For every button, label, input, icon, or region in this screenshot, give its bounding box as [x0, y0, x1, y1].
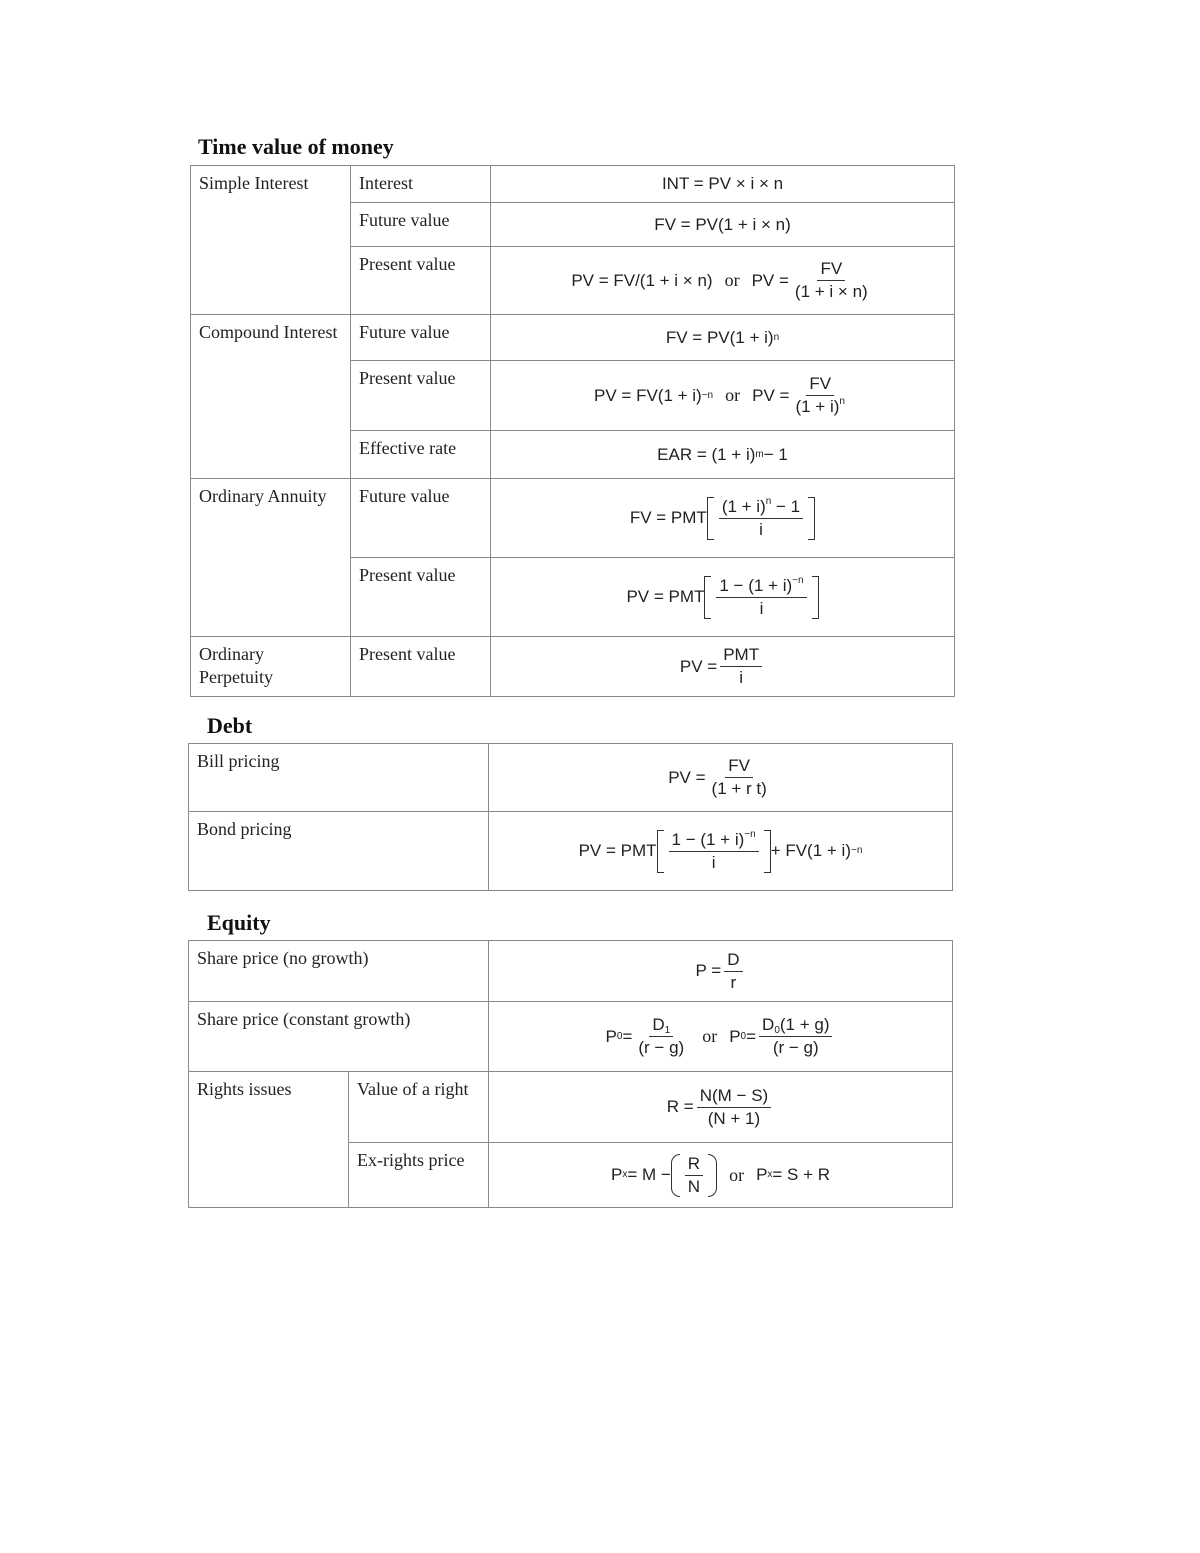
perpetuity-formula: PV = PMT i: [491, 637, 955, 697]
compound-fv-formula: FV = PV(1 + i) n: [491, 315, 955, 361]
simple-pv-formula: PV = FV/(1 + i × n) or PV = $\frac{FV}{(1 + i \times n)}$: [491, 247, 955, 315]
bond-pricing-label: Bond pricing: [189, 812, 489, 891]
present-value-label: Present value: [351, 247, 491, 315]
no-growth-label: Share price (no growth): [189, 941, 489, 1002]
rights-issues-label: Rights issues: [189, 1072, 349, 1208]
bill-pricing-label: Bill pricing: [189, 744, 489, 812]
annuity-fv-formula: FV = PMT $(1 + i)^n - 1$ i: [491, 479, 955, 558]
effective-rate-label: Effective rate: [351, 431, 491, 479]
future-value-label: Future value: [351, 315, 491, 361]
ear-formula: EAR = (1 + i) m − 1: [491, 431, 955, 479]
present-value-label: Present value: [351, 637, 491, 697]
ordinary-perpetuity-label: Ordinary Perpetuity: [191, 637, 351, 697]
interest-label: Interest: [351, 166, 491, 203]
section-title-equity: Equity: [207, 910, 271, 935]
present-value-label: Present value: [351, 558, 491, 637]
compound-pv-formula: PV = FV(1 + i) −n or PV = $\frac{FV}{(1 + i)^n}$: [491, 361, 955, 431]
equity-table: [188, 940, 953, 1208]
section-title-debt: Debt: [207, 713, 253, 738]
ordinary-annuity-label: Ordinary Annuity: [191, 479, 351, 637]
present-value-label: Present value: [351, 361, 491, 431]
value-of-right-formula: R = $\frac{N(M - S)}{(N + 1)}$: [489, 1072, 953, 1143]
section-title-tvm: Time value of money: [198, 134, 394, 159]
future-value-label: Future value: [351, 479, 491, 558]
value-of-right-label: Value of a right: [349, 1072, 489, 1143]
compound-interest-label: Compound Interest: [191, 315, 351, 479]
tvm-table: [190, 165, 955, 697]
annuity-pv-formula: PV = PMT $1 - (1 + i)^{-n}$ i: [491, 558, 955, 637]
debt-table: [188, 743, 953, 891]
ex-rights-formula: P x = M − R N or P x = S + R: [489, 1143, 953, 1208]
simple-interest-label: Simple Interest: [191, 166, 351, 315]
bond-pricing-formula: PV = PMT $1 - (1 + i)^{-n}$ i + FV(1 + i) −n: [489, 812, 953, 891]
simple-int-formula: INT = PV × i × n: [491, 166, 955, 203]
const-growth-label: Share price (constant growth): [189, 1002, 489, 1072]
ex-rights-price-label: Ex-rights price: [349, 1143, 489, 1208]
simple-fv-formula: FV = PV(1 + i × n): [491, 203, 955, 247]
no-growth-formula: P = $\frac{D}{r}$: [489, 941, 953, 1002]
const-growth-formula: P 0 = $\frac{D_1}{(r - g)}$ or P 0 = $\frac{D_0(1 + g)}{(r - g)}$: [489, 1002, 953, 1072]
bill-pricing-formula: PV = $\frac{FV}{\text{(1 + r t)}}$: [489, 744, 953, 812]
future-value-label: Future value: [351, 203, 491, 247]
